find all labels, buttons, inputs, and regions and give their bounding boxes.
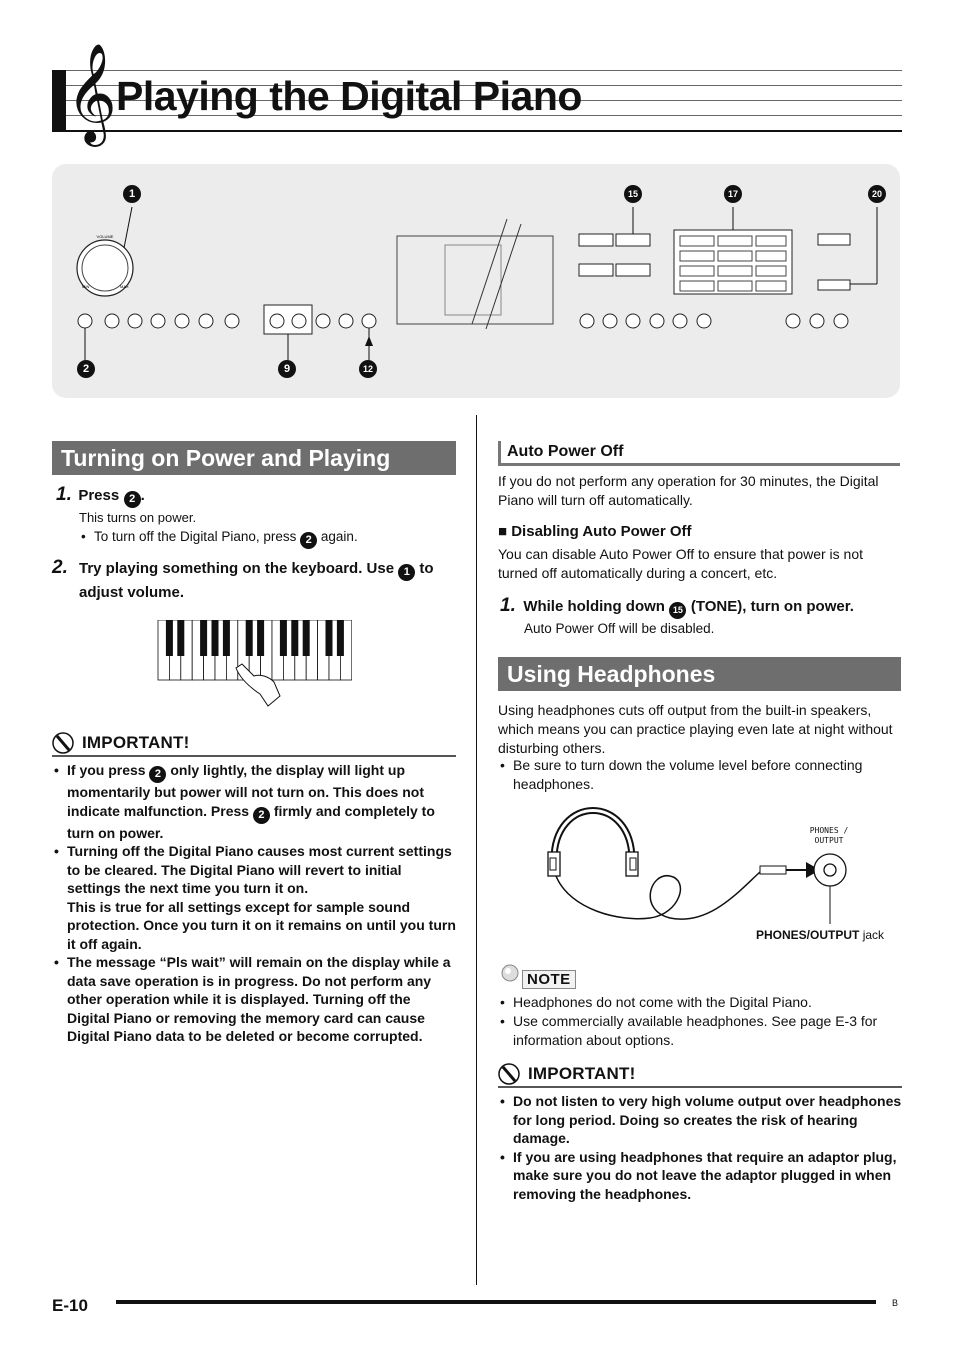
button-ref-2: 2: [124, 491, 141, 508]
step-number: 2.: [52, 557, 68, 578]
black-key: [291, 620, 298, 656]
headphones-bullet: [498, 756, 898, 794]
black-key: [223, 620, 230, 656]
important-item: • If you are using headphones that require an adaptor plug, make sure you do not leave the adaptor plugged in when removing the headphones.: [498, 1148, 902, 1204]
button-ref-2: 2: [300, 532, 317, 549]
staff-line: [66, 70, 902, 71]
button-ref-2: 2: [253, 807, 270, 824]
panel-drawing: [52, 164, 900, 398]
callout-15: 15: [624, 185, 642, 203]
svg-text:MAX: MAX: [120, 284, 129, 289]
staff-line-bottom: [66, 130, 902, 132]
important-icon: [498, 1063, 522, 1085]
black-key: [177, 620, 184, 656]
column-divider: [476, 415, 477, 1285]
note-item: • Headphones do not come with the Digital Piano.: [498, 993, 902, 1012]
bullet-text: • Be sure to turn down the volume level before connecting headphones.: [498, 756, 898, 794]
item-text: firmly and completely to turn on power.: [67, 802, 435, 841]
note-icon: [498, 963, 522, 989]
black-key: [166, 620, 173, 656]
step-1-desc: This turns on power.: [79, 510, 197, 525]
important-header: [498, 1063, 902, 1085]
jack-label: [796, 826, 862, 846]
callout-17: 17: [724, 185, 742, 203]
important-item: [52, 842, 456, 953]
disabling-text: You can disable Auto Power Off to ensure that power is not turned off automatically during a concert, etc.: [498, 546, 864, 581]
bullet-text: again.: [320, 529, 358, 544]
disabling-heading: ■ Disabling Auto Power Off: [498, 523, 692, 540]
black-key: [246, 620, 253, 656]
step-1-bullet: [79, 527, 459, 549]
item-text: If you press: [67, 762, 146, 778]
callout-12: 12: [359, 360, 377, 378]
step-number: 1.: [500, 595, 516, 616]
callout-2: 2: [77, 360, 95, 378]
note-label: NOTE: [522, 970, 576, 989]
page-title: Playing the Digital Piano: [116, 73, 582, 119]
black-key: [337, 620, 344, 656]
piano-panel-illustration: [52, 164, 900, 398]
svg-text:VOLUME: VOLUME: [96, 234, 114, 239]
black-key: [326, 620, 333, 656]
step-2: [52, 557, 456, 604]
step-text: [79, 557, 456, 604]
jack-label-line: OUTPUT: [814, 836, 844, 845]
title-bar-accent: [52, 70, 66, 132]
svg-text:MIN: MIN: [82, 284, 90, 289]
important-box-right: [498, 1063, 902, 1203]
item-text: Turning off the Digital Piano causes most current settings to be cleared. The Digital Piano will revert to initial settings the next time you turn it on.: [67, 843, 452, 896]
step-text: While holding down: [523, 598, 665, 615]
auto-power-off-text: If you do not perform any operation for 30 minutes, the Digital Piano will turn off automatically.: [498, 473, 879, 508]
headphones-illustration: [540, 800, 860, 930]
important-rule: [498, 1086, 902, 1088]
button-ref-2: 2: [149, 766, 166, 783]
callout-20: 20: [868, 185, 886, 203]
item-text: This is true for all settings except for sample sound protection. Once you turn it on it remains on until you turn it off again.: [67, 898, 456, 952]
callout-1: 1: [123, 185, 141, 203]
important-item: [52, 761, 456, 842]
button-ref-15: 15: [669, 602, 686, 619]
step-text-part: to adjust volume.: [79, 560, 434, 601]
section-heading-power: Turning on Power and Playing: [52, 441, 456, 475]
jack-caption-text: jack: [862, 928, 885, 942]
black-key: [280, 620, 287, 656]
callout-9: 9: [278, 360, 296, 378]
important-icon: [52, 732, 76, 754]
important-label: IMPORTANT!: [82, 733, 190, 752]
disable-step-1: [500, 595, 904, 619]
black-key: [303, 620, 310, 656]
note-header: [498, 963, 902, 989]
keyboard-illustration: [156, 620, 352, 708]
important-item: • Do not listen to very high volume output over headphones for long period. Doing so creates the risk of hearing damage.: [498, 1092, 902, 1148]
important-header: [52, 732, 456, 754]
jack-caption: [756, 928, 884, 942]
treble-clef-icon: 𝄞: [66, 43, 117, 143]
headphones-text: Using headphones cuts off output from the built-in speakers, which means you can practice playing even late at night without disturbing others.: [498, 702, 893, 756]
note-box: [498, 963, 902, 1050]
button-ref-1: 1: [398, 564, 415, 581]
black-key: [212, 620, 219, 656]
footer-rule: [116, 1300, 876, 1304]
jack-label-line: PHONES /: [809, 826, 849, 835]
bullet-text: To turn off the Digital Piano, press: [94, 529, 297, 544]
important-item: • The message “Pls wait” will remain on the display while a data save operation is in progress. Do not perform any other operation while it is displayed. Turning off the Digital Piano or removing the memory card can cause Digital Piano data to be deleted or become corrupted.: [52, 953, 456, 1046]
black-key: [200, 620, 207, 656]
subheading-auto-power-off: Auto Power Off: [498, 441, 900, 466]
jack-caption-bold: PHONES/OUTPUT: [756, 928, 860, 942]
black-key: [257, 620, 264, 656]
footer-mark: B: [892, 1298, 899, 1308]
step-text: (TONE), turn on power.: [690, 598, 854, 615]
section-heading-headphones: Using Headphones: [498, 657, 901, 691]
step-number: 1.: [56, 484, 72, 505]
step-punct: .: [140, 487, 145, 504]
important-label: IMPORTANT!: [528, 1064, 636, 1083]
item-text: only lightly, the display will light up momentarily but power will not turn on. This does not indicate malfunction. Press: [67, 762, 424, 819]
step-text: Press: [78, 487, 120, 504]
page-number: E-10: [52, 1296, 88, 1315]
important-box-left: [52, 732, 456, 1046]
important-rule: [52, 755, 456, 757]
disable-step-desc: Auto Power Off will be disabled.: [524, 621, 715, 636]
step-1: [56, 484, 456, 508]
step-text-part: Try playing something on the keyboard. Use: [79, 560, 395, 577]
note-item: • Use commercially available headphones. See page E-3 for information about options.: [498, 1012, 902, 1050]
